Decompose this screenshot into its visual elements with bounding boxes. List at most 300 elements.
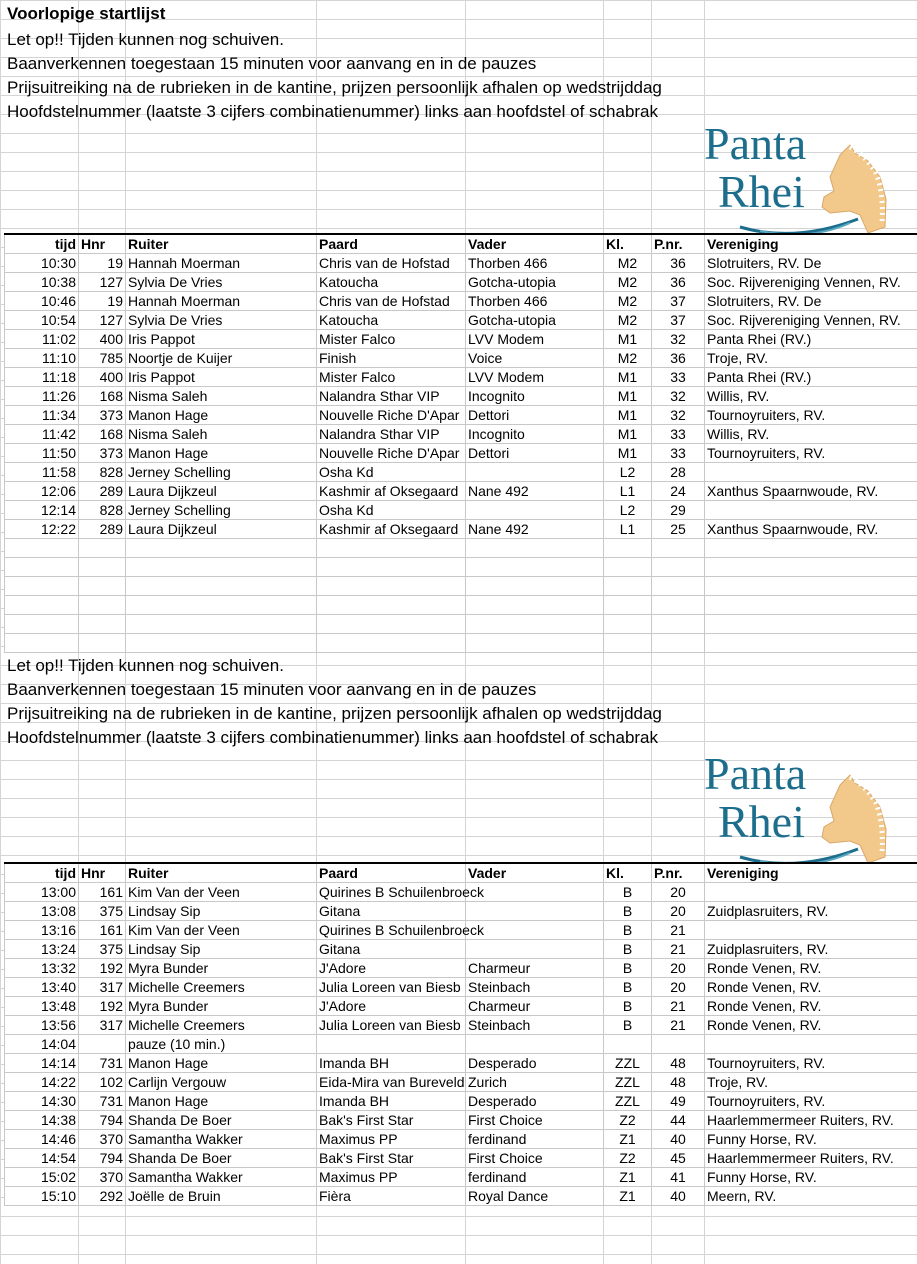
cell-tijd: 12:22: [5, 520, 79, 539]
cell-pnr: 33: [652, 425, 705, 444]
table-row: [5, 311, 917, 330]
cell-kl: B: [604, 997, 652, 1016]
table-row: [5, 387, 917, 406]
cell-hnr: 373: [79, 444, 126, 463]
table-row: [5, 902, 917, 921]
cell-hnr: 192: [79, 997, 126, 1016]
cell-pnr: 44: [652, 1111, 705, 1130]
cell-pnr: 21: [652, 1016, 705, 1035]
cell-vader: Incognito: [466, 387, 604, 406]
cell-paard: Gitana: [317, 902, 466, 921]
cell-hnr: 373: [79, 406, 126, 425]
cell-vereniging: Ronde Venen, RV.: [705, 978, 917, 997]
empty-cell: [652, 539, 705, 558]
cell-hnr: 19: [79, 292, 126, 311]
cell-tijd: 13:00: [5, 883, 79, 902]
cell-ruiter: Noortje de Kuijer: [126, 349, 317, 368]
table-row: [5, 1187, 917, 1206]
empty-cell: [79, 596, 126, 615]
cell-paard: Maximus PP: [317, 1130, 466, 1149]
cell-vader: LVV Modem: [466, 368, 604, 387]
empty-cell: [317, 615, 466, 634]
empty-cell: [705, 634, 917, 653]
svg-text:Panta: Panta: [704, 748, 807, 799]
cell-vereniging: Xanthus Spaarnwoude, RV.: [705, 482, 917, 501]
cell-vader: Royal Dance: [466, 1187, 604, 1206]
cell-paard: Nalandra Sthar VIP: [317, 425, 466, 444]
empty-row: [5, 596, 917, 615]
note-line: Prijsuitreiking na de rubrieken in de kantine, prijzen persoonlijk afhalen op wedstrijddag: [7, 704, 662, 723]
cell-vereniging: Tournoyruiters, RV.: [705, 406, 917, 425]
cell-pnr: 33: [652, 444, 705, 463]
cell-paard: Imanda BH: [317, 1054, 466, 1073]
cell-ruiter: Jerney Schelling: [126, 463, 317, 482]
empty-cell: [79, 558, 126, 577]
table-row: [5, 978, 917, 997]
cell-tijd: 13:08: [5, 902, 79, 921]
cell-hnr: [79, 1035, 126, 1054]
cell-pnr: 37: [652, 311, 705, 330]
empty-cell: [705, 596, 917, 615]
cell-vader: Desperado: [466, 1092, 604, 1111]
empty-cell: [79, 577, 126, 596]
cell-vereniging: Panta Rhei (RV.): [705, 330, 917, 349]
start-table-2-body: [5, 883, 917, 1206]
cell-pnr: 28: [652, 463, 705, 482]
cell-vereniging: Slotruiters, RV. De: [705, 292, 917, 311]
empty-cell: [604, 596, 652, 615]
empty-cell: [466, 596, 604, 615]
table-row: [5, 1035, 917, 1054]
cell-paard: Nouvelle Riche D'Apar: [317, 406, 466, 425]
cell-ruiter: Jerney Schelling: [126, 501, 317, 520]
cell-hnr: 731: [79, 1092, 126, 1111]
cell-hnr: 370: [79, 1168, 126, 1187]
cell-paard: Gitana: [317, 940, 466, 959]
cell-vader: [466, 501, 604, 520]
svg-text:Panta: Panta: [704, 118, 807, 169]
cell-vader: Steinbach: [466, 978, 604, 997]
table-row: [5, 330, 917, 349]
table-row: [5, 1168, 917, 1187]
cell-vereniging: Ronde Venen, RV.: [705, 1016, 917, 1035]
cell-vereniging: Funny Horse, RV.: [705, 1168, 917, 1187]
table-row: [5, 292, 917, 311]
cell-vader: ferdinand: [466, 1130, 604, 1149]
cell-pnr: 36: [652, 254, 705, 273]
cell-paard: Eida-Mira van Bureveld: [317, 1073, 466, 1092]
cell-vereniging: [705, 921, 917, 940]
cell-ruiter: Myra Bunder: [126, 959, 317, 978]
cell-paard: [317, 1035, 466, 1054]
cell-kl: B: [604, 1016, 652, 1035]
cell-vader: Nane 492: [466, 482, 604, 501]
cell-tijd: 14:22: [5, 1073, 79, 1092]
cell-hnr: 828: [79, 501, 126, 520]
cell-paard: Nouvelle Riche D'Apar: [317, 444, 466, 463]
cell-paard: Julia Loreen van Biesb: [317, 978, 466, 997]
cell-vereniging: Tournoyruiters, RV.: [705, 1092, 917, 1111]
cell-vereniging: Funny Horse, RV.: [705, 1130, 917, 1149]
cell-kl: [604, 1035, 652, 1054]
cell-tijd: 15:10: [5, 1187, 79, 1206]
cell-kl: M2: [604, 292, 652, 311]
empty-cell: [5, 596, 79, 615]
cell-vader: [466, 1035, 604, 1054]
cell-paard: Kashmir af Oksegaard: [317, 482, 466, 501]
cell-tijd: 14:14: [5, 1054, 79, 1073]
cell-vereniging: Zuidplasruiters, RV.: [705, 940, 917, 959]
empty-cell: [126, 615, 317, 634]
cell-paard: Bak's First Star: [317, 1149, 466, 1168]
note-line: Baanverkennen toegestaan 15 minuten voor aanvang en in de pauzes: [7, 680, 537, 699]
cell-vader: [466, 883, 604, 902]
empty-cell: [5, 615, 79, 634]
cell-kl: B: [604, 921, 652, 940]
cell-pnr: 20: [652, 902, 705, 921]
cell-vader: [466, 902, 604, 921]
column-header-ruiter: Ruiter: [126, 234, 317, 254]
cell-hnr: 161: [79, 883, 126, 902]
table-row: [5, 425, 917, 444]
cell-hnr: 102: [79, 1073, 126, 1092]
column-header-hnr: Hnr: [79, 234, 126, 254]
cell-paard: Mister Falco: [317, 368, 466, 387]
cell-vader: Charmeur: [466, 997, 604, 1016]
cell-ruiter: Shanda De Boer: [126, 1111, 317, 1130]
cell-vereniging: Meern, RV.: [705, 1187, 917, 1206]
cell-vader: [466, 463, 604, 482]
empty-cell: [126, 634, 317, 653]
empty-cell: [652, 596, 705, 615]
table-row: [5, 1130, 917, 1149]
cell-kl: B: [604, 959, 652, 978]
svg-text:Rhei: Rhei: [718, 796, 805, 847]
cell-hnr: 785: [79, 349, 126, 368]
cell-ruiter: Kim Van der Veen: [126, 883, 317, 902]
table-row: [5, 520, 917, 539]
cell-vereniging: Ronde Venen, RV.: [705, 959, 917, 978]
cell-vader: [466, 940, 604, 959]
empty-row: [5, 558, 917, 577]
cell-pnr: 21: [652, 940, 705, 959]
cell-pnr: 32: [652, 387, 705, 406]
cell-vader: Gotcha-utopia: [466, 273, 604, 292]
column-header-hnr: Hnr: [79, 863, 126, 883]
cell-tijd: 10:38: [5, 273, 79, 292]
table-header-row: [5, 234, 917, 254]
table-row: [5, 406, 917, 425]
cell-pnr: 48: [652, 1054, 705, 1073]
cell-ruiter: Nisma Saleh: [126, 387, 317, 406]
cell-vereniging: Tournoyruiters, RV.: [705, 1054, 917, 1073]
cell-paard: Bak's First Star: [317, 1111, 466, 1130]
cell-kl: M2: [604, 349, 652, 368]
table-row: [5, 1054, 917, 1073]
cell-pnr: 41: [652, 1168, 705, 1187]
empty-cell: [317, 558, 466, 577]
cell-vereniging: [705, 883, 917, 902]
notes-block-2: [7, 654, 662, 750]
empty-cell: [466, 577, 604, 596]
cell-vereniging: Willis, RV.: [705, 425, 917, 444]
cell-tijd: 13:24: [5, 940, 79, 959]
cell-pnr: 32: [652, 406, 705, 425]
empty-cell: [652, 615, 705, 634]
cell-paard: Osha Kd: [317, 463, 466, 482]
panta-rhei-logo-graphic: [700, 115, 890, 240]
cell-hnr: 168: [79, 387, 126, 406]
note-line: Baanverkennen toegestaan 15 minuten voor aanvang en in de pauzes: [7, 54, 537, 73]
cell-kl: M1: [604, 387, 652, 406]
note-line: Let op!! Tijden kunnen nog schuiven.: [7, 30, 284, 49]
cell-vereniging: Haarlemmermeer Ruiters, RV.: [705, 1149, 917, 1168]
cell-paard: Maximus PP: [317, 1168, 466, 1187]
table-row: [5, 1016, 917, 1035]
note-line: Hoofdstelnummer (laatste 3 cijfers combinatienummer) links aan hoofdstel of schabrak: [7, 728, 659, 747]
cell-hnr: 127: [79, 311, 126, 330]
cell-kl: B: [604, 940, 652, 959]
cell-tijd: 11:42: [5, 425, 79, 444]
cell-tijd: 13:48: [5, 997, 79, 1016]
cell-vereniging: Panta Rhei (RV.): [705, 368, 917, 387]
cell-paard: Quirines B Schuilenbroeck: [317, 921, 466, 940]
cell-vader: Dettori: [466, 406, 604, 425]
cell-tijd: 11:26: [5, 387, 79, 406]
cell-vader: Gotcha-utopia: [466, 311, 604, 330]
cell-hnr: 400: [79, 330, 126, 349]
cell-tijd: 14:38: [5, 1111, 79, 1130]
cell-paard: J'Adore: [317, 997, 466, 1016]
cell-hnr: 168: [79, 425, 126, 444]
cell-hnr: 375: [79, 940, 126, 959]
cell-vader: Thorben 466: [466, 254, 604, 273]
cell-pnr: 21: [652, 997, 705, 1016]
notes-block-1: [7, 28, 662, 124]
empty-row: [5, 577, 917, 596]
table-row: [5, 254, 917, 273]
empty-cell: [317, 577, 466, 596]
cell-tijd: 13:56: [5, 1016, 79, 1035]
cell-vereniging: Slotruiters, RV. De: [705, 254, 917, 273]
table-row: [5, 463, 917, 482]
empty-cell: [705, 558, 917, 577]
cell-hnr: 289: [79, 482, 126, 501]
cell-vader: First Choice: [466, 1149, 604, 1168]
table-row: [5, 1092, 917, 1111]
empty-row: [5, 634, 917, 653]
cell-vader: Zurich: [466, 1073, 604, 1092]
cell-kl: L1: [604, 520, 652, 539]
table-row: [5, 959, 917, 978]
cell-tijd: 10:54: [5, 311, 79, 330]
cell-hnr: 317: [79, 978, 126, 997]
empty-cell: [604, 634, 652, 653]
empty-cell: [5, 558, 79, 577]
cell-paard: Osha Kd: [317, 501, 466, 520]
empty-cell: [466, 558, 604, 577]
start-table-1: [4, 233, 917, 653]
empty-row: [5, 539, 917, 558]
cell-pnr: 29: [652, 501, 705, 520]
cell-hnr: 375: [79, 902, 126, 921]
note-line: Prijsuitreiking na de rubrieken in de kantine, prijzen persoonlijk afhalen op wedstrijddag: [7, 78, 662, 97]
cell-vader: Thorben 466: [466, 292, 604, 311]
empty-cell: [79, 634, 126, 653]
cell-pnr: 20: [652, 883, 705, 902]
column-header-vereniging: Vereniging: [705, 863, 917, 883]
empty-cell: [5, 577, 79, 596]
cell-kl: Z2: [604, 1111, 652, 1130]
cell-paard: Chris van de Hofstad: [317, 254, 466, 273]
cell-ruiter: Samantha Wakker: [126, 1168, 317, 1187]
empty-row: [5, 615, 917, 634]
cell-tijd: 13:16: [5, 921, 79, 940]
column-header-tijd: tijd: [5, 234, 79, 254]
cell-vader: LVV Modem: [466, 330, 604, 349]
table-row: [5, 482, 917, 501]
cell-kl: Z1: [604, 1130, 652, 1149]
cell-ruiter: Lindsay Sip: [126, 902, 317, 921]
cell-ruiter: Shanda De Boer: [126, 1149, 317, 1168]
cell-paard: Quirines B Schuilenbroeck: [317, 883, 466, 902]
cell-hnr: 289: [79, 520, 126, 539]
cell-tijd: 11:10: [5, 349, 79, 368]
cell-vereniging: [705, 1035, 917, 1054]
cell-tijd: 14:54: [5, 1149, 79, 1168]
cell-tijd: 12:06: [5, 482, 79, 501]
note-line: Let op!! Tijden kunnen nog schuiven.: [7, 656, 284, 675]
column-header-kl: Kl.: [604, 863, 652, 883]
cell-vereniging: Willis, RV.: [705, 387, 917, 406]
cell-paard: Fièra: [317, 1187, 466, 1206]
empty-cell: [79, 615, 126, 634]
table-row: [5, 349, 917, 368]
cell-pnr: 33: [652, 368, 705, 387]
cell-vader: Voice: [466, 349, 604, 368]
cell-hnr: 161: [79, 921, 126, 940]
empty-cell: [317, 634, 466, 653]
cell-pnr: 36: [652, 349, 705, 368]
table-header-row: [5, 863, 917, 883]
cell-ruiter: Hannah Moerman: [126, 254, 317, 273]
cell-tijd: 11:58: [5, 463, 79, 482]
cell-kl: Z1: [604, 1168, 652, 1187]
cell-vader: Dettori: [466, 444, 604, 463]
cell-vereniging: Tournoyruiters, RV.: [705, 444, 917, 463]
cell-vereniging: [705, 463, 917, 482]
cell-kl: L2: [604, 463, 652, 482]
table-row: [5, 921, 917, 940]
empty-cell: [705, 577, 917, 596]
cell-ruiter: Sylvia De Vries: [126, 273, 317, 292]
column-header-vader: Vader: [466, 234, 604, 254]
cell-hnr: 794: [79, 1149, 126, 1168]
cell-paard: Kashmir af Oksegaard: [317, 520, 466, 539]
cell-kl: M2: [604, 254, 652, 273]
cell-vader: Nane 492: [466, 520, 604, 539]
cell-paard: Julia Loreen van Biesb: [317, 1016, 466, 1035]
cell-pnr: 21: [652, 921, 705, 940]
cell-kl: M2: [604, 311, 652, 330]
cell-paard: Chris van de Hofstad: [317, 292, 466, 311]
cell-hnr: 828: [79, 463, 126, 482]
table-row: [5, 444, 917, 463]
cell-tijd: 11:34: [5, 406, 79, 425]
cell-vereniging: Zuidplasruiters, RV.: [705, 902, 917, 921]
cell-tijd: 11:18: [5, 368, 79, 387]
cell-paard: J'Adore: [317, 959, 466, 978]
cell-pnr: 49: [652, 1092, 705, 1111]
cell-pnr: 40: [652, 1187, 705, 1206]
empty-cell: [79, 539, 126, 558]
cell-hnr: 19: [79, 254, 126, 273]
cell-kl: ZZL: [604, 1092, 652, 1111]
cell-vereniging: Troje, RV.: [705, 1073, 917, 1092]
column-header-tijd: tijd: [5, 863, 79, 883]
panta-rhei-logo: [700, 745, 890, 870]
cell-pnr: 24: [652, 482, 705, 501]
empty-cell: [126, 577, 317, 596]
cell-hnr: 292: [79, 1187, 126, 1206]
cell-hnr: 370: [79, 1130, 126, 1149]
empty-cell: [705, 615, 917, 634]
column-header-paard: Paard: [317, 234, 466, 254]
empty-cell: [604, 558, 652, 577]
empty-cell: [126, 558, 317, 577]
cell-tijd: 14:30: [5, 1092, 79, 1111]
empty-cell: [5, 539, 79, 558]
cell-kl: M2: [604, 273, 652, 292]
cell-hnr: 400: [79, 368, 126, 387]
cell-ruiter: Myra Bunder: [126, 997, 317, 1016]
cell-pnr: [652, 1035, 705, 1054]
cell-ruiter: Kim Van der Veen: [126, 921, 317, 940]
cell-ruiter: Iris Pappot: [126, 330, 317, 349]
empty-cell: [126, 539, 317, 558]
cell-vader: [466, 921, 604, 940]
cell-pnr: 20: [652, 959, 705, 978]
cell-vader: Desperado: [466, 1054, 604, 1073]
cell-kl: B: [604, 902, 652, 921]
cell-kl: M1: [604, 330, 652, 349]
cell-paard: Finish: [317, 349, 466, 368]
cell-ruiter: Manon Hage: [126, 1054, 317, 1073]
table-row: [5, 1149, 917, 1168]
column-header-pnr: P.nr.: [652, 863, 705, 883]
empty-cell: [317, 539, 466, 558]
cell-ruiter: Lindsay Sip: [126, 940, 317, 959]
cell-vereniging: Soc. Rijvereniging Vennen, RV.: [705, 273, 917, 292]
cell-vader: Charmeur: [466, 959, 604, 978]
cell-pnr: 36: [652, 273, 705, 292]
empty-cell: [705, 539, 917, 558]
column-header-vader: Vader: [466, 863, 604, 883]
empty-cell: [466, 615, 604, 634]
cell-tijd: 14:46: [5, 1130, 79, 1149]
empty-cell: [652, 558, 705, 577]
cell-pnr: 20: [652, 978, 705, 997]
cell-vereniging: Soc. Rijvereniging Vennen, RV.: [705, 311, 917, 330]
cell-tijd: 11:50: [5, 444, 79, 463]
cell-ruiter: Sylvia De Vries: [126, 311, 317, 330]
cell-vereniging: Xanthus Spaarnwoude, RV.: [705, 520, 917, 539]
cell-kl: L1: [604, 482, 652, 501]
column-header-vereniging: Vereniging: [705, 234, 917, 254]
cell-ruiter: Michelle Creemers: [126, 1016, 317, 1035]
empty-cell: [466, 634, 604, 653]
cell-vereniging: Ronde Venen, RV.: [705, 997, 917, 1016]
